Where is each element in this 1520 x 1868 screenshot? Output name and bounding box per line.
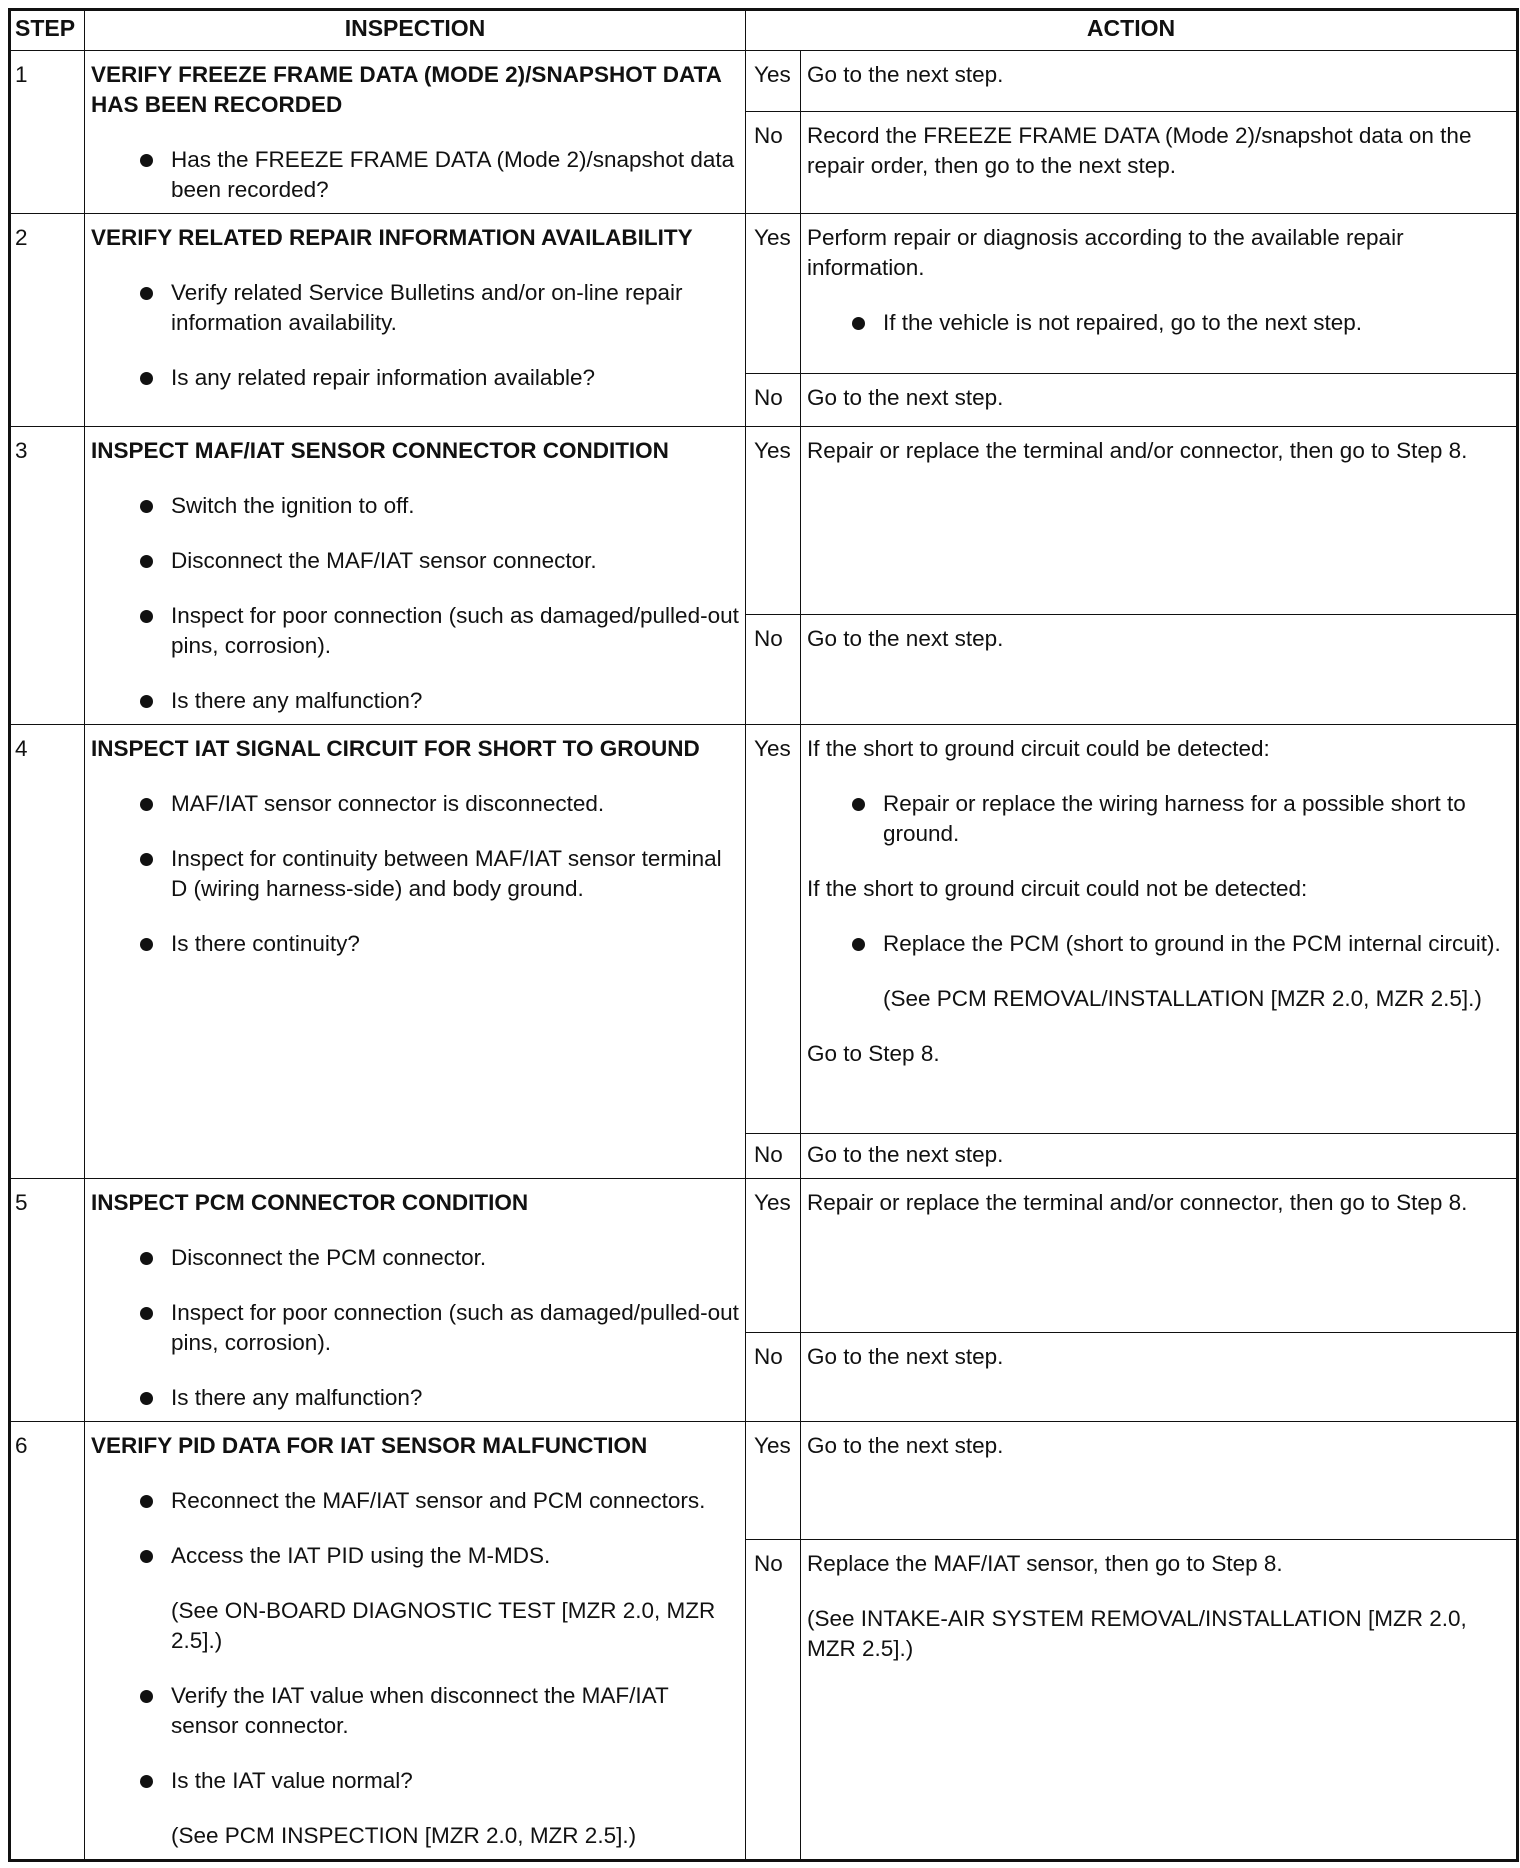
action-text: Go to the next step. [807, 625, 1004, 651]
inspection-item: Disconnect the MAF/IAT sensor connector. [91, 546, 739, 576]
inspection-list [91, 491, 739, 716]
inspection-item: Inspect for continuity between MAF/IAT sensor terminal D (wiring harness-side) and body ground. [91, 844, 739, 904]
inspection-item: Inspect for poor connection (such as damaged/pulled-out pins, corrosion). [91, 1298, 739, 1358]
inspection-title: INSPECT PCM CONNECTOR CONDITION [91, 1190, 529, 1215]
inspection-item: Is any related repair information available? [91, 363, 739, 393]
inspection-title: VERIFY PID DATA FOR IAT SENSOR MALFUNCTION [91, 1433, 648, 1458]
inspection-list [91, 1681, 739, 1796]
action-text: Replace the MAF/IAT sensor, then go to Step 8. [807, 1551, 1283, 1576]
yes-action [801, 214, 1518, 374]
step-number: 2 [10, 214, 85, 427]
action-text: Repair or replace the terminal and/or connector, then go to Step 8. [807, 1190, 1468, 1215]
inspection-item: Has the FREEZE FRAME DATA (Mode 2)/snapshot data been recorded? [91, 145, 739, 205]
inspection-title: INSPECT IAT SIGNAL CIRCUIT FOR SHORT TO GROUND [91, 736, 700, 761]
inspection-list [91, 1486, 739, 1571]
inspection-cell [85, 427, 746, 725]
diagnostic-table [8, 8, 1519, 1862]
no-action [801, 374, 1518, 427]
action-text: Go to the next step. [807, 1433, 1004, 1458]
action-text: Record the FREEZE FRAME DATA (Mode 2)/snapshot data on the repair order, then go to the next step. [807, 122, 1472, 178]
inspection-title: INSPECT MAF/IAT SENSOR CONNECTOR CONDITION [91, 438, 669, 463]
yes-label: Yes [746, 725, 801, 1134]
reference-link-text: (See ON-BOARD DIAGNOSTIC TEST [MZR 2.0, MZR 2.5].) [171, 1598, 716, 1653]
inspection-title: VERIFY FREEZE FRAME DATA (MODE 2)/SNAPSHOT DATA HAS BEEN RECORDED [91, 62, 722, 117]
step-number: 5 [10, 1179, 85, 1422]
no-label: No [746, 1332, 801, 1421]
action-text: Go to the next step. [807, 385, 1004, 410]
inspection-item: MAF/IAT sensor connector is disconnected. [91, 789, 739, 819]
step-number: 1 [10, 51, 85, 214]
no-label: No [746, 614, 801, 724]
step-number: 3 [10, 427, 85, 725]
inspection-column-header: INSPECTION [85, 10, 746, 51]
action-text: Repair or replace the terminal and/or connector, then go to Step 8. [807, 438, 1468, 463]
action-text: Go to the next step. [807, 62, 1004, 87]
inspection-cell [85, 1422, 746, 1861]
yes-label: Yes [746, 1179, 801, 1333]
no-action [801, 1540, 1518, 1861]
no-label: No [746, 111, 801, 213]
inspection-list [91, 789, 739, 959]
inspection-item: Disconnect the PCM connector. [91, 1243, 739, 1273]
action-text: Go to the next step. [807, 1343, 1004, 1369]
yes-action [801, 427, 1518, 615]
step-2-yes-row [10, 214, 1518, 374]
no-action [801, 111, 1518, 213]
yes-action [801, 1179, 1518, 1333]
step-5-yes-row [10, 1179, 1518, 1333]
yes-label: Yes [746, 51, 801, 112]
step-3-yes-row [10, 427, 1518, 615]
action-text: Go to the next step. [807, 1142, 1004, 1167]
no-label: No [746, 374, 801, 427]
inspection-item: Is there continuity? [91, 929, 739, 959]
yes-label: Yes [746, 427, 801, 615]
inspection-item: Switch the ignition to off. [91, 491, 739, 521]
reference-link-text: (See PCM REMOVAL/INSTALLATION [MZR 2.0, MZR 2.5].) [883, 986, 1482, 1011]
yes-action [801, 725, 1518, 1134]
diagnostic-procedure-document [8, 8, 1516, 1862]
no-action [801, 614, 1518, 724]
yes-action [801, 1422, 1518, 1540]
inspection-item: Verify the IAT value when disconnect the MAF/IAT sensor connector. [91, 1681, 739, 1741]
action-item: Repair or replace the wiring harness for a possible short to ground. [807, 789, 1510, 849]
no-label: No [746, 1134, 801, 1179]
inspection-item: Verify related Service Bulletins and/or on-line repair information availability. [91, 278, 739, 338]
inspection-list [91, 145, 739, 205]
inspection-cell [85, 214, 746, 427]
header-row [10, 10, 1518, 51]
no-label: No [746, 1540, 801, 1861]
step-6-yes-row [10, 1422, 1518, 1540]
inspection-title: VERIFY RELATED REPAIR INFORMATION AVAILABILITY [91, 225, 693, 250]
step-4-yes-row [10, 725, 1518, 1134]
action-text: Go to Step 8. [807, 1041, 940, 1066]
action-text: If the short to ground circuit could not be detected: [807, 876, 1308, 901]
inspection-list [91, 278, 739, 393]
inspection-cell [85, 725, 746, 1179]
step-column-header: STEP [10, 10, 85, 51]
inspection-item: Is the IAT value normal? [91, 1766, 739, 1796]
inspection-cell [85, 51, 746, 214]
yes-label: Yes [746, 214, 801, 374]
action-column-header: ACTION [746, 10, 1518, 51]
inspection-item: Is there any malfunction? [91, 1383, 739, 1413]
inspection-item: Access the IAT PID using the M-MDS. [91, 1541, 739, 1571]
action-item: Replace the PCM (short to ground in the PCM internal circuit). [807, 929, 1510, 959]
action-item: If the vehicle is not repaired, go to the next step. [807, 308, 1510, 338]
step-1-yes-row [10, 51, 1518, 112]
action-text: If the short to ground circuit could be detected: [807, 736, 1270, 761]
inspection-list [91, 1243, 739, 1413]
action-list [807, 789, 1510, 849]
reference-link-text: (See INTAKE-AIR SYSTEM REMOVAL/INSTALLATION [MZR 2.0, MZR 2.5].) [807, 1606, 1467, 1661]
step-number: 4 [10, 725, 85, 1179]
action-list [807, 929, 1510, 959]
yes-label: Yes [746, 1422, 801, 1540]
yes-action [801, 51, 1518, 112]
no-action [801, 1134, 1518, 1179]
inspection-item: Is there any malfunction? [91, 686, 739, 716]
inspection-item: Reconnect the MAF/IAT sensor and PCM connectors. [91, 1486, 739, 1516]
action-text: Perform repair or diagnosis according to the available repair information. [807, 225, 1404, 280]
action-list [807, 308, 1510, 338]
inspection-cell [85, 1179, 746, 1422]
inspection-item: Inspect for poor connection (such as damaged/pulled-out pins, corrosion). [91, 601, 739, 661]
step-number: 6 [10, 1422, 85, 1861]
no-action [801, 1332, 1518, 1421]
reference-link-text: (See PCM INSPECTION [MZR 2.0, MZR 2.5].) [171, 1823, 637, 1848]
